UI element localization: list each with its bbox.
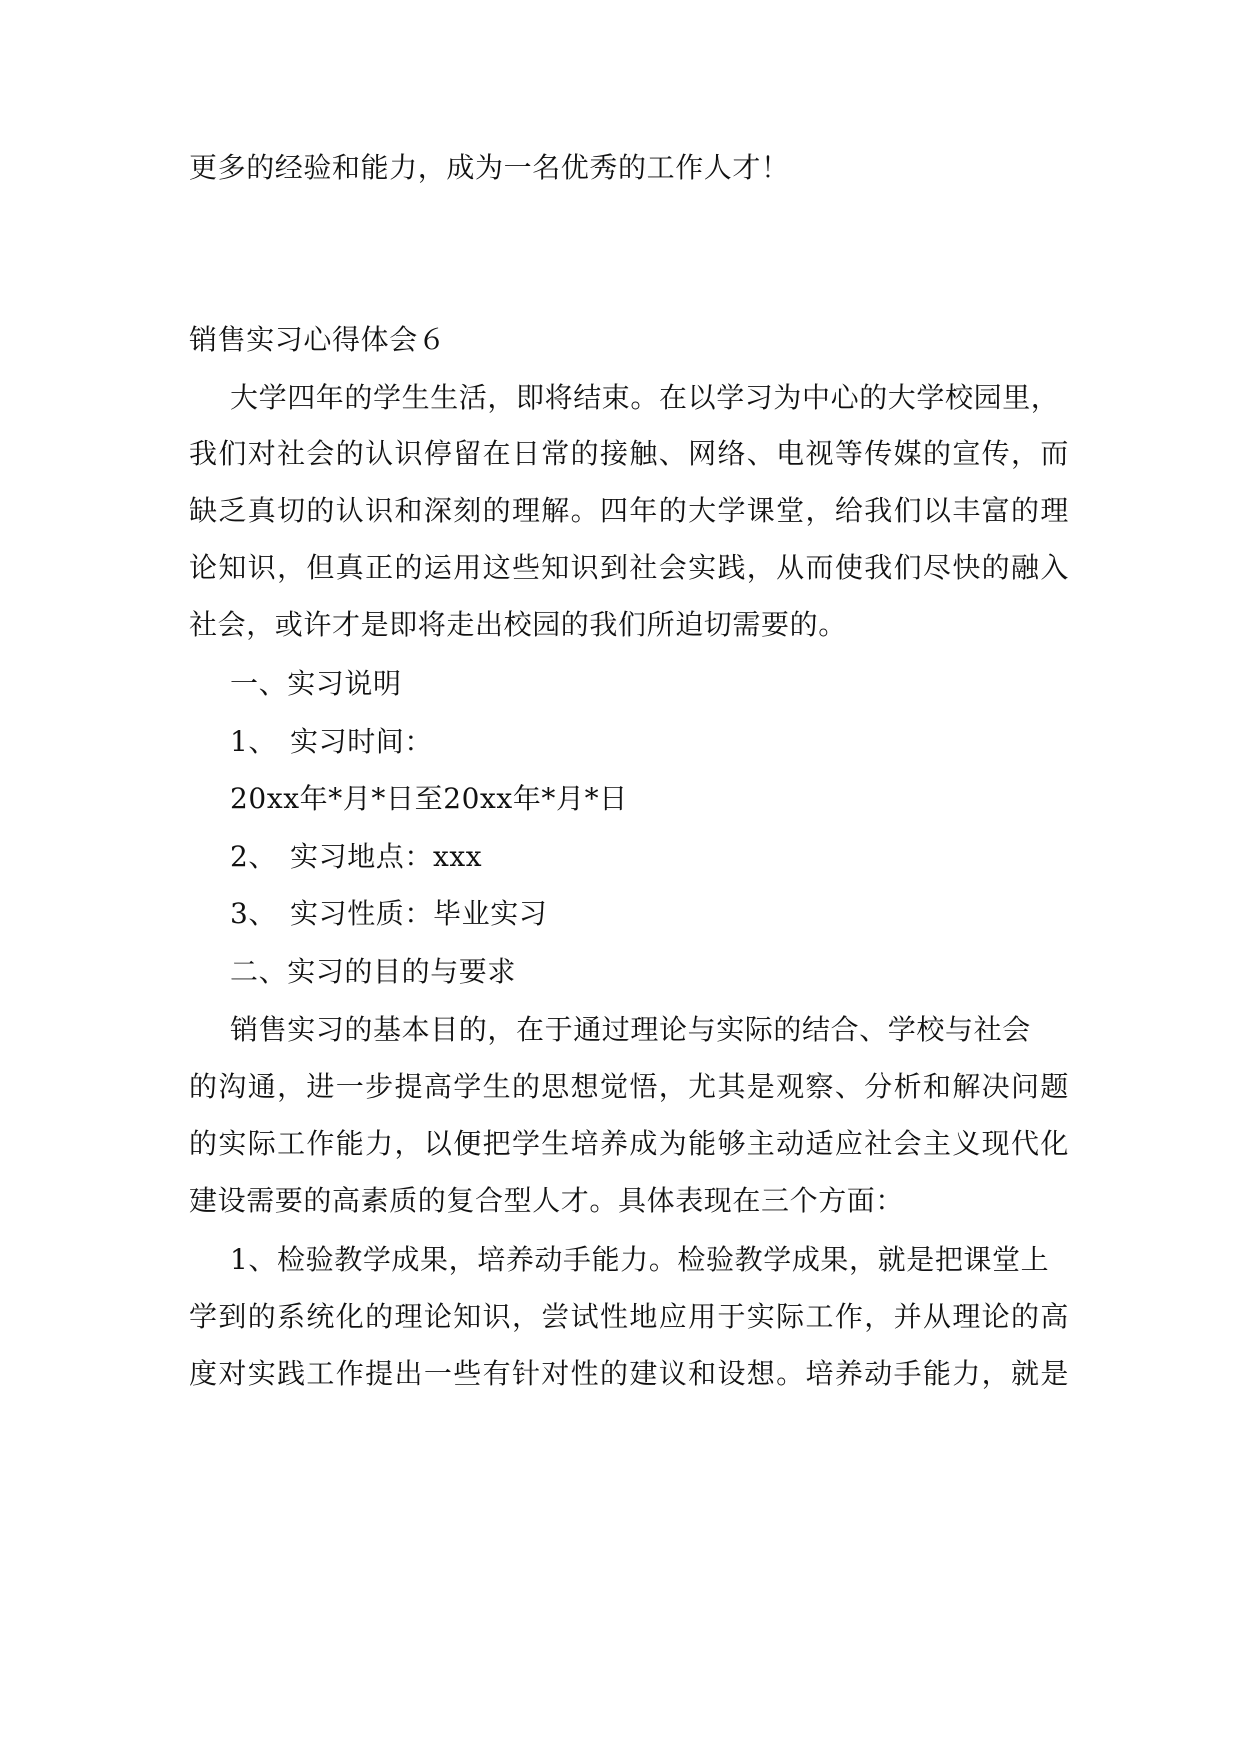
section-title: 二、实习的目的与要求	[230, 955, 517, 988]
section-title: 一、实习说明	[230, 667, 402, 700]
list-number: 2、	[230, 840, 278, 873]
list-text: 实习性质：毕业实习	[290, 897, 548, 930]
list-item	[230, 724, 1110, 760]
section-heading: 销售实习心得体会６	[189, 323, 447, 356]
list-number: 3、	[230, 897, 278, 930]
top-line: 更多的经验和能力，成为一名优秀的工作人才！	[189, 151, 790, 184]
paragraph-line: 缺乏真切的认识和深刻的理解。四年的大学课堂，给我们以丰富的理	[189, 494, 1069, 527]
list-text: 实习地点：xxx	[290, 840, 483, 873]
paragraph-line: 论知识，但真正的运用这些知识到社会实践，从而使我们尽快的融入	[189, 551, 1069, 584]
list-item	[230, 839, 1110, 875]
paragraph-line: 销售实习的基本目的，在于通过理论与实际的结合、学校与社会	[230, 1013, 1031, 1046]
paragraph-line: 的沟通，进一步提高学生的思想觉悟，尤其是观察、分析和解决问题	[189, 1070, 1069, 1103]
list-text: 实习时间：	[290, 725, 434, 758]
paragraph-line: 建设需要的高素质的复合型人才。具体表现在三个方面：	[189, 1184, 905, 1217]
paragraph-line: 度对实践工作提出一些有针对性的建议和设想。培养动手能力，就是	[189, 1357, 1069, 1390]
date-range: 20xx年*月*日至20xx年*月*日	[230, 782, 628, 815]
list-item	[230, 896, 1110, 932]
paragraph-line: 我们对社会的认识停留在日常的接触、网络、电视等传媒的宣传，而	[189, 437, 1069, 470]
paragraph-line: 的实际工作能力，以便把学生培养成为能够主动适应社会主义现代化	[189, 1127, 1069, 1160]
paragraph-line: 大学四年的学生生活，即将结束。在以学习为中心的大学校园里，	[230, 381, 1060, 414]
paragraph-line: 学到的系统化的理论知识，尝试性地应用于实际工作，并从理论的高	[189, 1300, 1069, 1333]
paragraph-line: 社会，或许才是即将走出校园的我们所迫切需要的。	[189, 608, 847, 641]
list-number: 1、	[230, 725, 278, 758]
paragraph-line: 1、检验教学成果，培养动手能力。检验教学成果，就是把课堂上	[230, 1243, 1050, 1276]
